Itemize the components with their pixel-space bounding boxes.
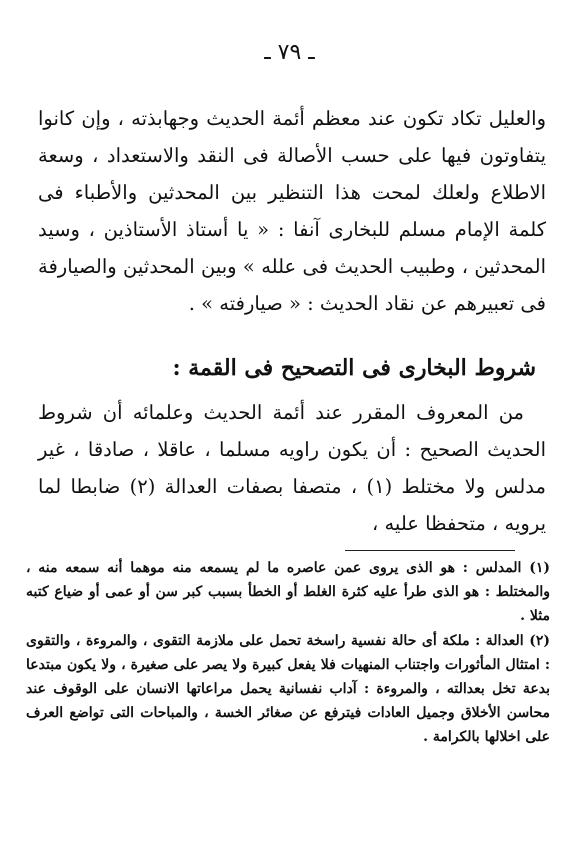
paragraph-text: من المعروف المقرر عند أئمة الحديث وعلمائه أن شروط الحديث الصحيح : أن يكون راويه مسلما ، عاقلا ، صادقا ، غير مدلس ولا مختلط (١) ، متصفا بصفات العدالة (٢) ضابطا لما يرويه ، متحفظا عليه ، — [38, 401, 546, 535]
body-paragraph-1 — [38, 100, 546, 322]
paragraph-text: والعليل تكاد تكون عند معظم أئمة الحديث وجهابذته ، وإن كانوا يتفاوتون فيها على حسب الأصالة فى النقد والاستعداد ، وسعة الاطلاع ولعلك لمحت هذا التنظير بين المحدثين والأطباء فى كلمة الإمام مسلم للبخارى آنفا : « يا أستاذ الأستاذين ، وسيد المحدثين ، وطبيب الحديث فى علله » وبين المحدثين والصيارفة فى تعبيرهم عن نقاد الحديث : « صيارفته » . — [38, 107, 546, 315]
footnote-1: (١) المدلس : هو الذى يروى عمن عاصره ما لم يسمعه منه موهما أنه سمعه منه ، والمختلط : هو الذى طرأ عليه كثرة الغلط أو الخطأ بسبب كبر سن أو عمى أو ضياع كتبه مثلا . — [26, 560, 550, 624]
footnote-2: (٢) العدالة : ملكة أى حالة نفسية راسخة تحمل على ملازمة التقوى ، والمروءة ، والتقوى : امتثال المأثورات واجتناب المنهيات فلا يفعل كبيرة ولا يصر على صغيرة ، ولا يكون مبتدعا بدعة تخل بعدالته ، والمروءة : آداب نفسانية يحمل مراعاتها الانسان على الوقوف عند محاسن الأخلاق وجميل العادات فيترفع عن صغائر الخسة ، والمباحات التى تواضع العرف على اخلالها بالكرامة . — [26, 633, 550, 745]
footnotes — [26, 556, 550, 749]
footnote-divider — [345, 550, 515, 551]
page-number: ـ ٧٩ ـ — [264, 40, 315, 65]
section-heading: شروط البخارى فى التصحيح فى القمة : — [172, 355, 536, 381]
body-paragraph-2 — [38, 394, 546, 542]
